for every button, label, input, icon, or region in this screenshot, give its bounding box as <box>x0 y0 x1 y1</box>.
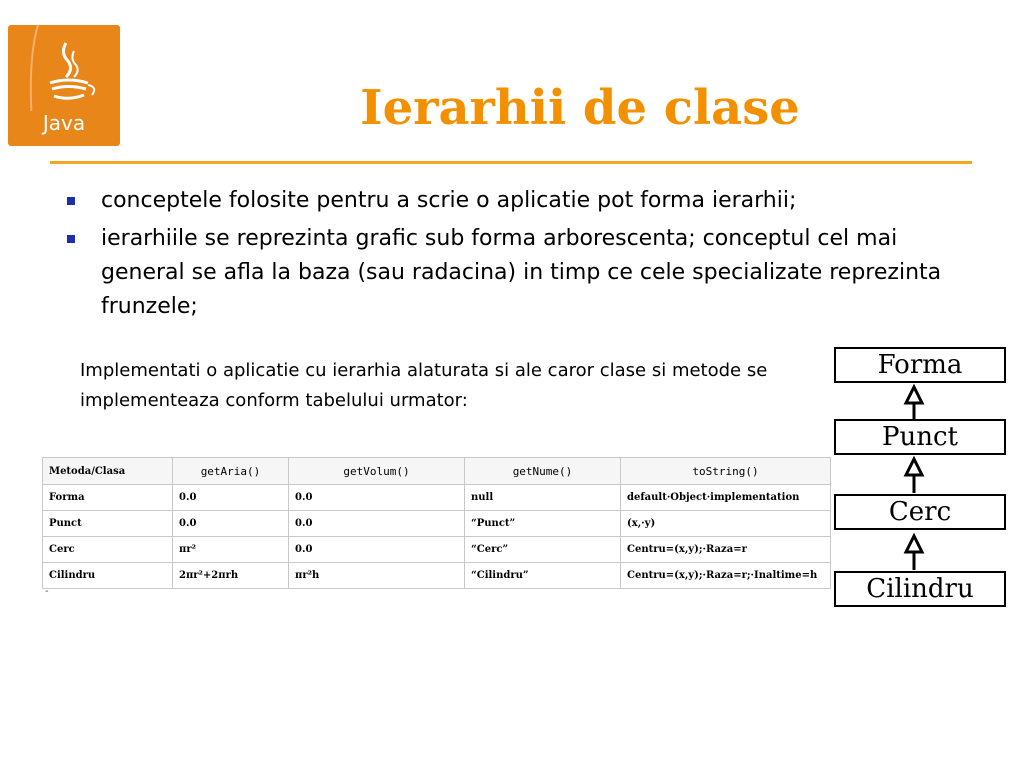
table-cell: default·Object·implementation <box>621 485 831 511</box>
table-row <box>43 563 831 589</box>
table-header-cell: getVolum() <box>289 458 465 485</box>
class-box-punct: Punct <box>834 419 1006 455</box>
table-cell: Forma <box>43 485 173 511</box>
table-header-cell: Metoda/Clasa <box>43 458 173 485</box>
table-cell: 2πr²+2πrh <box>173 563 289 589</box>
class-box-cilindru: Cilindru <box>834 571 1006 607</box>
table-cell: πr²h <box>289 563 465 589</box>
table-cell: 0.0 <box>173 485 289 511</box>
square-bullet-icon <box>67 235 75 243</box>
bullet-item <box>64 222 964 324</box>
table-cell: Cerc <box>43 537 173 563</box>
bullet-item <box>64 184 964 218</box>
square-bullet-icon <box>67 197 75 205</box>
table-header-cell: getAria() <box>173 458 289 485</box>
table-header-row <box>43 458 831 485</box>
title-divider <box>50 161 972 164</box>
table-cell: “Punct” <box>465 511 621 537</box>
table-cell: Cilindru <box>43 563 173 589</box>
task-note: Implementati o aplicatie cu ierarhia alaturata si ale caror clase si metode se implementeaza conform tabelului urmator: <box>80 360 768 411</box>
bullet-text: conceptele folosite pentru a scrie o aplicatie pot forma ierarhii; <box>101 188 797 213</box>
table-cell: (x,·y) <box>621 511 831 537</box>
inheritance-arrow-icon <box>902 455 926 495</box>
table-row <box>43 511 831 537</box>
bullet-text: ierarhiile se reprezinta grafic sub forma arborescenta; conceptul cel mai general se afla la baza (sau radacina) in timp ce cele specializate reprezinta frunzele; <box>101 226 942 319</box>
table-header-cell: getNume() <box>465 458 621 485</box>
table-cell: 0.0 <box>173 511 289 537</box>
class-box-forma: Forma <box>834 347 1006 383</box>
table-cell: 0.0 <box>289 485 465 511</box>
table-cell: 0.0 <box>289 537 465 563</box>
table-cell: Centru=(x,y);·Raza=r;·Inaltime=h <box>621 563 831 589</box>
table-row <box>43 485 831 511</box>
table-cell: Centru=(x,y);·Raza=r <box>621 537 831 563</box>
table-cell: 0.0 <box>289 511 465 537</box>
table-cell: “Cerc” <box>465 537 621 563</box>
table-row <box>43 537 831 563</box>
table-cell: “Cilindru” <box>465 563 621 589</box>
table-cell: πr² <box>173 537 289 563</box>
table-cell: null <box>465 485 621 511</box>
page-title: Ierarhii de clase <box>360 80 800 136</box>
table-header-cell: toString() <box>621 458 831 485</box>
methods-table <box>42 457 831 589</box>
inheritance-arrow-icon <box>902 532 926 572</box>
logo-text: Java <box>42 111 86 135</box>
class-box-cerc: Cerc <box>834 494 1006 530</box>
java-logo <box>8 25 120 146</box>
java-cup-icon <box>8 25 120 111</box>
inheritance-arrow-icon <box>902 383 926 423</box>
bullet-list <box>64 184 964 328</box>
table-cell: Punct <box>43 511 173 537</box>
stray-mark: - <box>45 586 49 597</box>
